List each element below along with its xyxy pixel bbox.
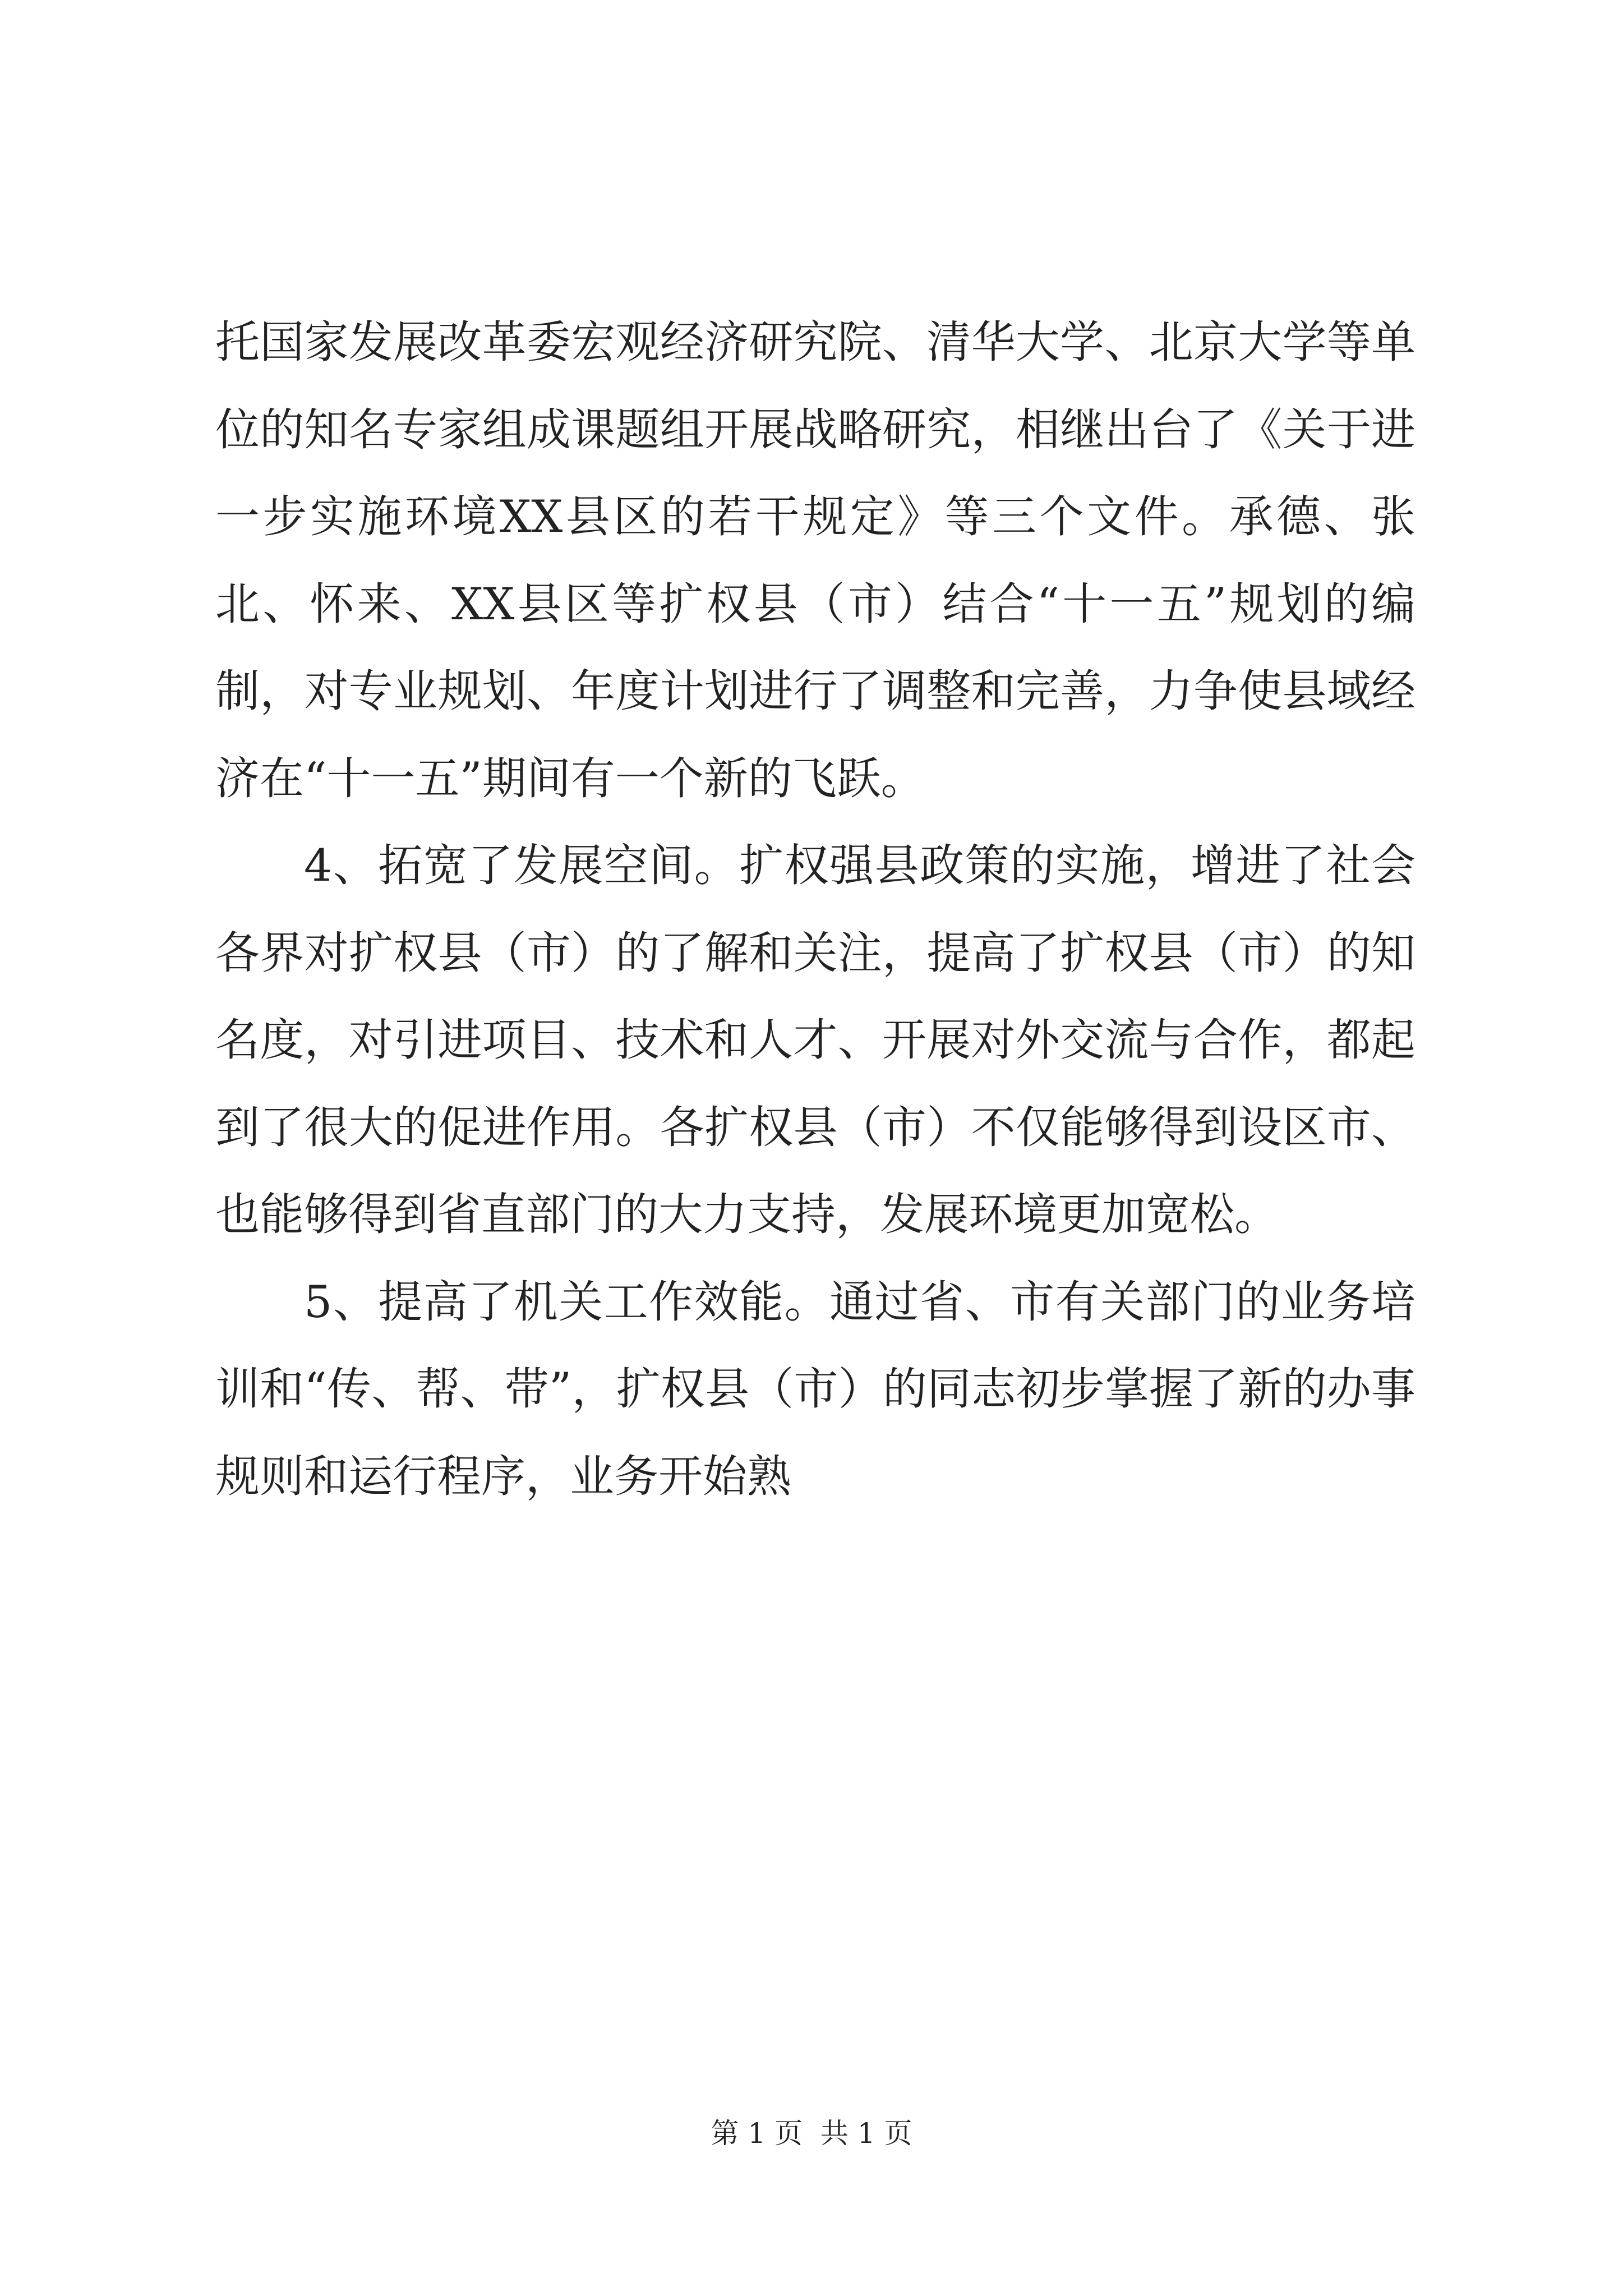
paragraph-item-4: 4、拓宽了发展空间。扩权强县政策的实施，增进了社会各界对扩权县（市）的了解和关注，提高了扩权县（市）的知名度，对引进项目、技术和人才、开展对外交流与合作，都起到了很大的促进作用。各扩权县（市）不仅能够得到设区市、也能够得到省直部门的大力支持，发展环境更加宽松。: [215, 840, 1415, 1240]
page-footer: 第 1 页 共 1 页: [711, 2117, 912, 2150]
document-body: [215, 299, 1415, 1520]
paragraph-continuation: 托国家发展改革委宏观经济研究院、清华大学、北京大学等单位的知名专家组成课题组开展战略研究，相继出台了《关于进一步实施环境XX县区的若干规定》等三个文件。承德、张北、怀来、XX县区等扩权县（市）结合“十一五”规划的编制，对专业规划、年度计划进行了调整和完善，力争使县域经济在“十一五”期间有一个新的飞跃。: [215, 316, 1415, 804]
paragraph-item-5: 5、提高了机关工作效能。通过省、市有关部门的业务培训和“传、帮、带”，扩权县（市）的同志初步掌握了新的办事规则和运行程序，业务开始熟: [215, 1276, 1415, 1502]
